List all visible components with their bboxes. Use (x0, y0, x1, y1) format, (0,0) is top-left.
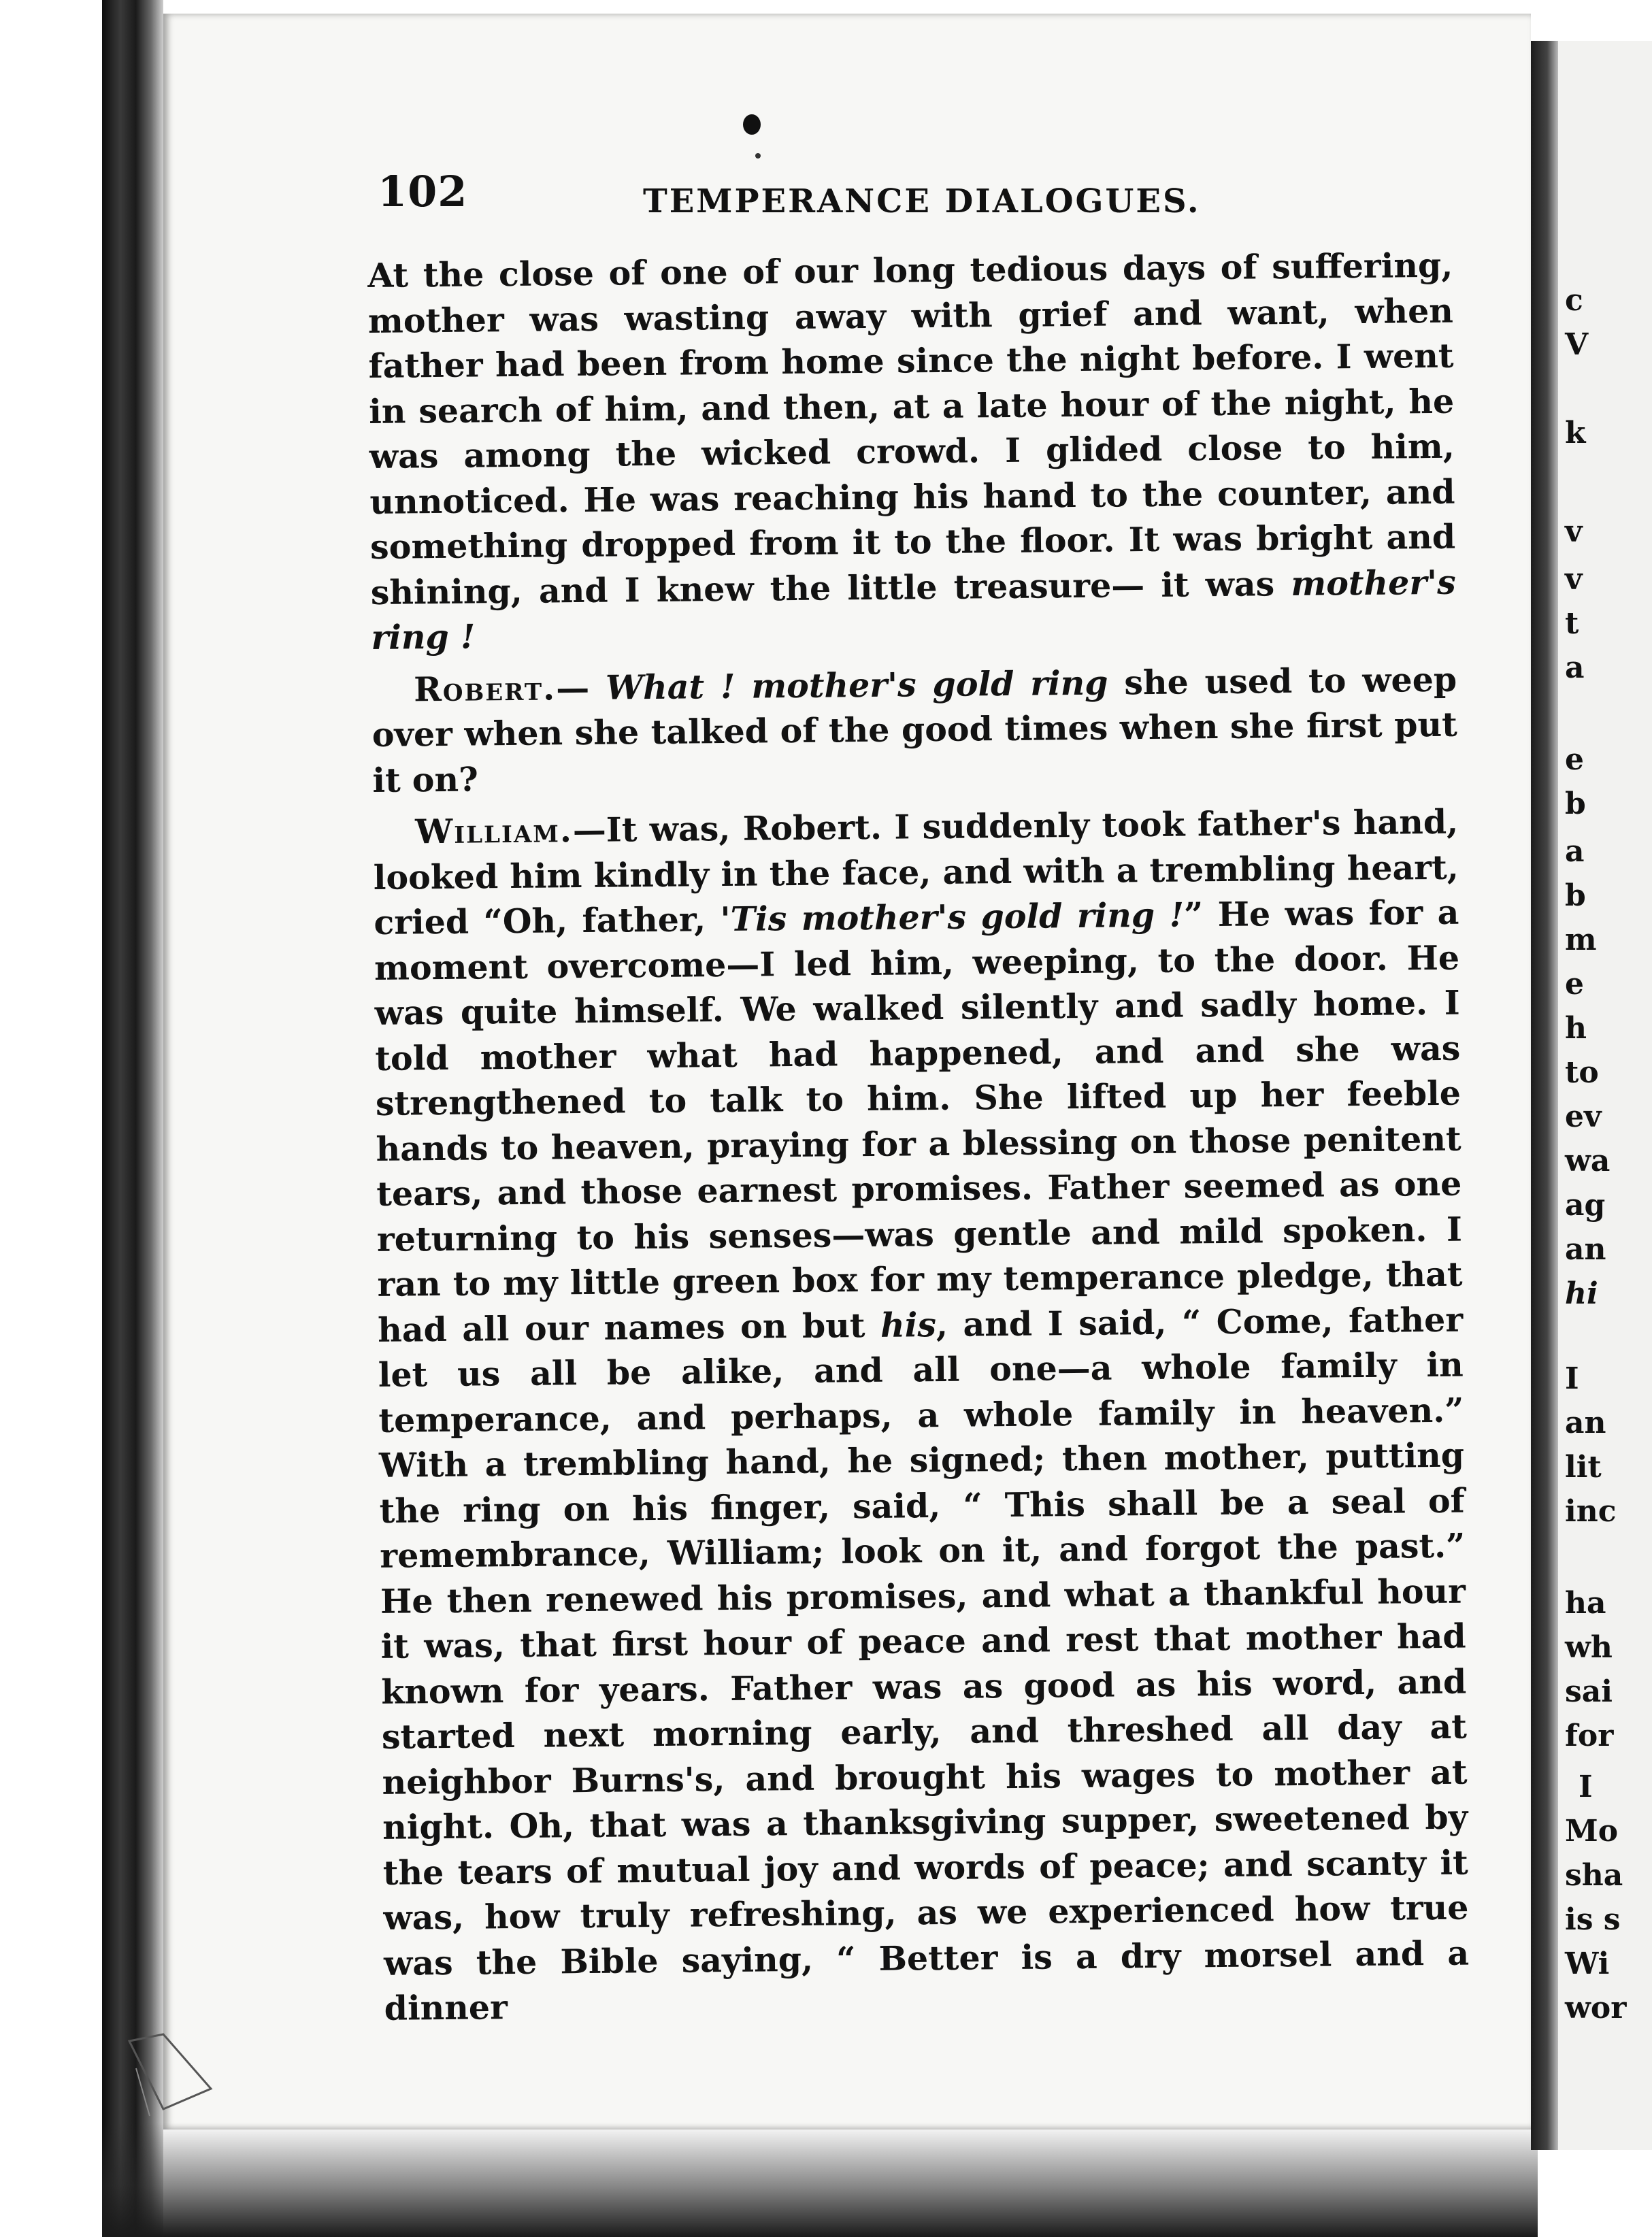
facing-fragment: wa (1565, 1144, 1610, 1178)
speaker-name: Robert. (413, 667, 557, 709)
facing-fragment: an (1565, 1232, 1606, 1267)
body-text (367, 243, 1470, 2032)
facing-fragment: wor (1565, 1991, 1627, 2025)
facing-fragment: sai (1565, 1674, 1613, 1709)
facing-fragment: e (1565, 967, 1584, 1001)
page-number: 102 (378, 167, 468, 216)
facing-fragment: k (1565, 416, 1586, 450)
paragraph-text: — (555, 667, 606, 708)
facing-fragment: v (1565, 562, 1583, 597)
facing-fragment: wh (1565, 1630, 1613, 1665)
bottom-shadow (102, 2123, 1538, 2237)
facing-fragment: a (1565, 650, 1585, 685)
facing-fragment: ag (1565, 1188, 1606, 1223)
paragraph-italic: mother's ring ! (371, 562, 1456, 657)
paragraph-robert (371, 657, 1458, 803)
paragraph-william (373, 799, 1470, 2032)
paragraph-text: At the close of one of our long tedious days of suffering, mother was wasting away with grief and want, when father had been from home since the night before. I went in search of him, and then, at a late hour of the night, he was among the wicked crowd. I glided close to him, unnoticed. He was reaching his hand to the counter, and something dropped from it to the floor. It was bright and shining, and I knew the little treasure— it was (367, 245, 1456, 612)
facing-fragment: to (1565, 1055, 1599, 1090)
facing-fragment: b (1565, 786, 1586, 821)
facing-fragment: c (1565, 283, 1583, 318)
paragraph-text: she used to weep over when she talked of the good times when she first put it on? (371, 659, 1458, 800)
facing-fragment: sha (1565, 1858, 1623, 1893)
facing-fragment: lit (1565, 1450, 1602, 1485)
facing-page (1558, 41, 1652, 2150)
facing-fragment: ev (1565, 1099, 1602, 1134)
facing-fragment: e (1565, 742, 1584, 777)
facing-fragment: t (1565, 606, 1579, 641)
book-binding-edge (102, 0, 163, 2237)
facing-fragment: Mo (1565, 1814, 1619, 1849)
facing-fragment: hi (1565, 1276, 1598, 1311)
facing-fragment: ha (1565, 1586, 1606, 1621)
facing-fragment: a (1565, 834, 1585, 869)
facing-fragment: v (1565, 514, 1583, 549)
paragraph-text: —It was, Robert. I suddenly took father's hand, looked him kindly in the face, and with a trembling heart, cried “Oh, father, (373, 801, 1459, 942)
page-corner-fold (122, 2027, 218, 2123)
facing-fragment: m (1565, 923, 1597, 957)
facing-fragment: h (1565, 1011, 1587, 1046)
facing-fragment: is s (1565, 1902, 1621, 1937)
ink-blot (743, 114, 761, 135)
paragraph-italic: his (880, 1304, 937, 1345)
page-gutter (1531, 41, 1558, 2150)
speaker-name: William. (414, 810, 574, 852)
facing-fragment: Wi (1565, 1946, 1610, 1981)
paragraph-text: ” He was for a moment overcome—I led him, weeping, to the door. He was quite himself. We walked silently and sadly home. I told mother what had happened, and and she was strengthened to talk to him. She lifted up her feeble hands to heaven, praying for a blessing on those penitent tears, and those earnest promises. Father seemed as one returning to his senses—was gentle and mild spoken. I ran to my little green box for my temperance pledge, that had all our names on but (374, 892, 1463, 1350)
facing-fragment: b (1565, 878, 1586, 913)
paragraph-italic: What ! mother's gold ring (605, 663, 1108, 708)
facing-fragment: for (1565, 1719, 1614, 1753)
paragraph-narration (367, 243, 1457, 661)
facing-fragment: an (1565, 1406, 1606, 1440)
facing-fragment: V (1565, 327, 1589, 362)
paragraph-italic: 'Tis mother's gold ring ! (720, 895, 1185, 940)
paragraph-text: , and I said, “ Come, father let us all be alike, and all one—a whole family in temperance, and perhaps, a whole family in heaven.” With a trembling hand, he signed; then mother, putting the ring on his finger, said, “ This shall be a seal of remembrance, William; look on it, and forgot the past.” He then renewed his promises, and what a thankful hour it was, that first hour of peace and rest that mother had known for years. Father was as good as his word, and started next morning early, and threshed all day at neighbor Burns's, and brought his wages to mother at night. Oh, that was a thanksgiving supper, sweetened by the tears of mutual joy and words of peace; and scanty it was, how truly refreshing, as we experienced how true was the Bible saying, “ Better is a dry morsel and a dinner (378, 1299, 1470, 2028)
facing-fragment: I (1565, 1361, 1579, 1396)
running-head: TEMPERANCE DIALOGUES. (643, 182, 1201, 220)
facing-fragment: inc (1565, 1494, 1617, 1529)
facing-fragment: I (1579, 1770, 1593, 1804)
ink-speck (755, 153, 761, 159)
